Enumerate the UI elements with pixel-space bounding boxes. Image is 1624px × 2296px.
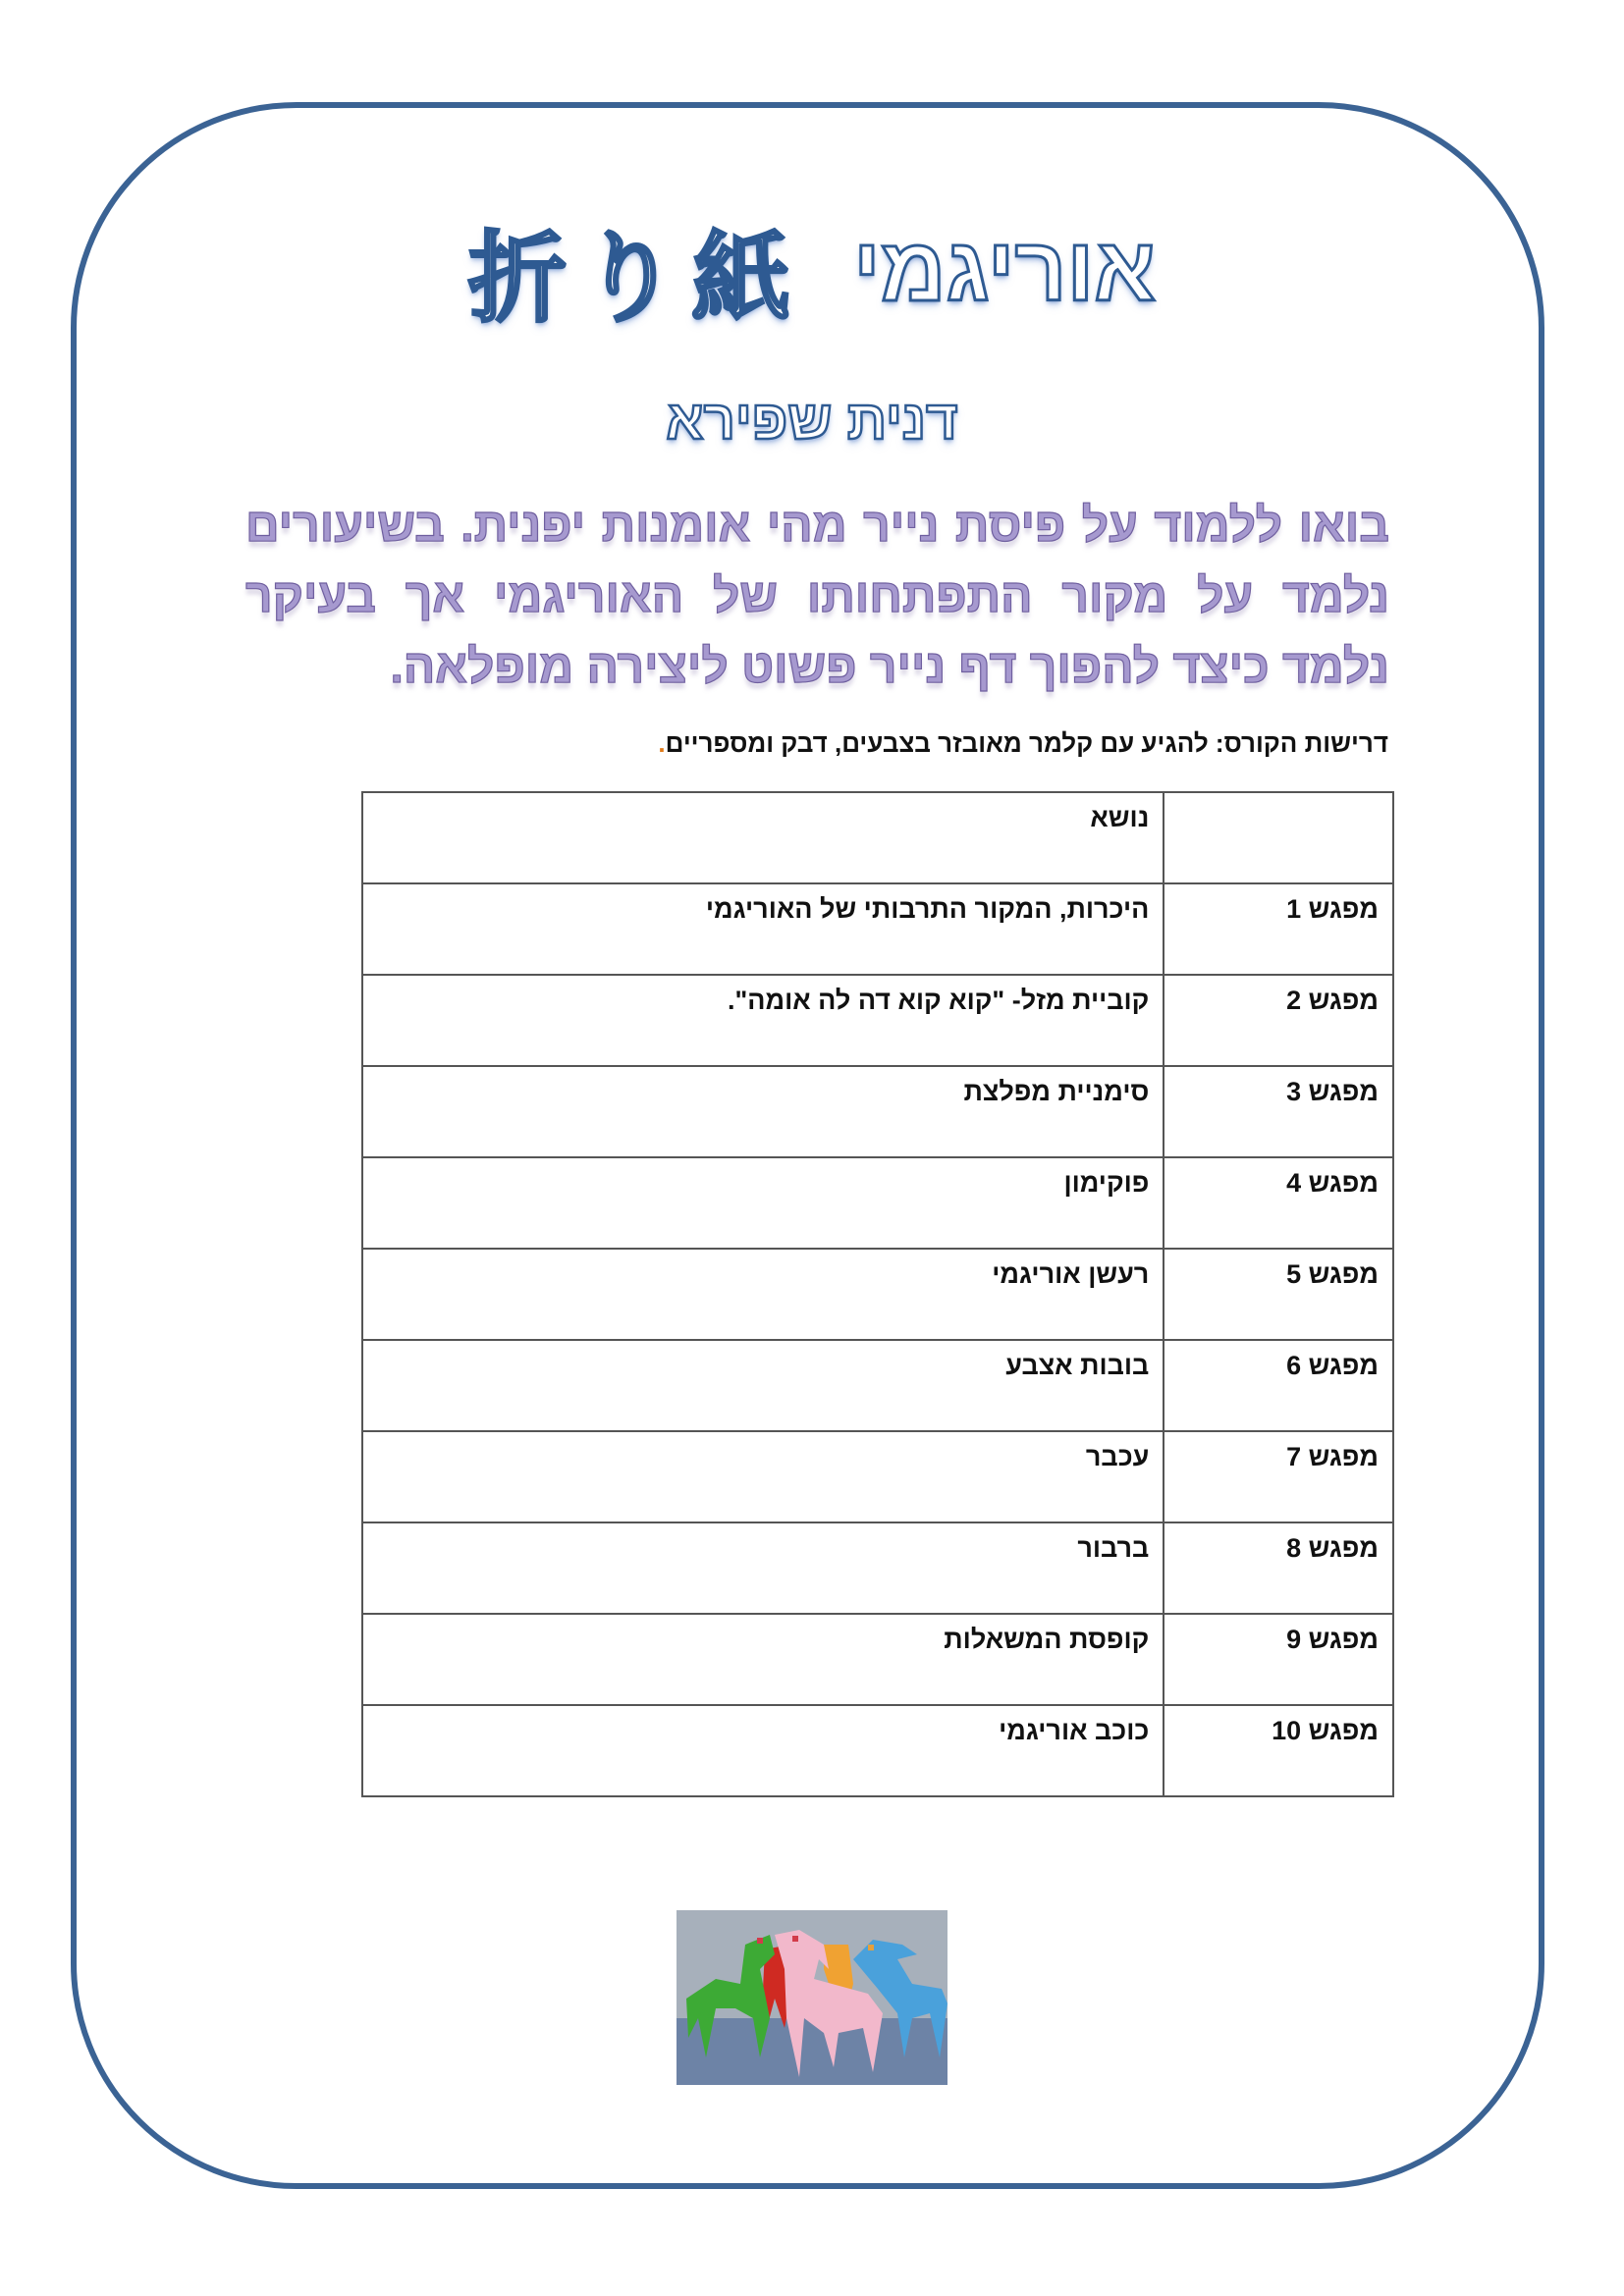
- session-cell: מפגש 7: [1164, 1431, 1393, 1522]
- table-row: [362, 1157, 1393, 1249]
- requirements-text: דרישות הקורס: להגיע עם קלמר מאובזר בצבעים, דבק ומספריים: [665, 728, 1388, 758]
- schedule-table: [361, 791, 1394, 1797]
- header-session-cell: [1164, 792, 1393, 883]
- table-row: [362, 1431, 1393, 1522]
- topic-cell: קוביית מזל- "קוא קוא דה לה אומה".: [362, 975, 1164, 1066]
- title-hebrew: אוריגמי: [852, 219, 1157, 320]
- session-cell: מפגש 6: [1164, 1340, 1393, 1431]
- title-japanese: 折り紙: [467, 221, 804, 336]
- session-cell: מפגש 1: [1164, 883, 1393, 975]
- session-cell: מפגש 4: [1164, 1157, 1393, 1249]
- table-row: [362, 1614, 1393, 1705]
- table-header-row: [362, 792, 1393, 883]
- topic-cell: היכרות, המקור התרבותי של האוריגמי: [362, 883, 1164, 975]
- session-cell: מפגש 2: [1164, 975, 1393, 1066]
- topic-cell: רעשן אוריגמי: [362, 1249, 1164, 1340]
- session-cell: מפגש 9: [1164, 1614, 1393, 1705]
- author-name: דנית שפירא: [666, 389, 958, 451]
- session-cell: מפגש 5: [1164, 1249, 1393, 1340]
- table-row: [362, 1249, 1393, 1340]
- origami-horses-illustration: [677, 1910, 947, 2085]
- topic-cell: סימניית מפלצת: [362, 1066, 1164, 1157]
- topic-cell: כוכב אוריגמי: [362, 1705, 1164, 1796]
- session-cell: מפגש 3: [1164, 1066, 1393, 1157]
- session-cell: מפגש 8: [1164, 1522, 1393, 1614]
- topic-cell: קופסת המשאלות: [362, 1614, 1164, 1705]
- table-row: [362, 1705, 1393, 1796]
- topic-cell: בובות אצבע: [362, 1340, 1164, 1431]
- table-row: [362, 1340, 1393, 1431]
- topic-cell: פוקימון: [362, 1157, 1164, 1249]
- table-row: [362, 1066, 1393, 1157]
- session-cell: מפגש 10: [1164, 1705, 1393, 1796]
- origami-horses-image: [677, 1910, 947, 2085]
- header-topic-cell: נושא: [362, 792, 1164, 883]
- page-title: [0, 211, 1624, 336]
- topic-cell: עכבר: [362, 1431, 1164, 1522]
- intro-paragraph: בואו ללמוד על פיסת נייר מהי אומנות יפנית. בשיעורים נלמד על מקור התפתחותו של האוריגמי אך בעיקר נלמד כיצד להפוך דף נייר פשוט ליצירה מופלאה.: [245, 500, 1389, 693]
- table-row: [362, 1522, 1393, 1614]
- table-row: [362, 883, 1393, 975]
- requirements-period: .: [658, 728, 666, 758]
- table-row: [362, 975, 1393, 1066]
- course-requirements: [406, 728, 1388, 759]
- topic-cell: ברבור: [362, 1522, 1164, 1614]
